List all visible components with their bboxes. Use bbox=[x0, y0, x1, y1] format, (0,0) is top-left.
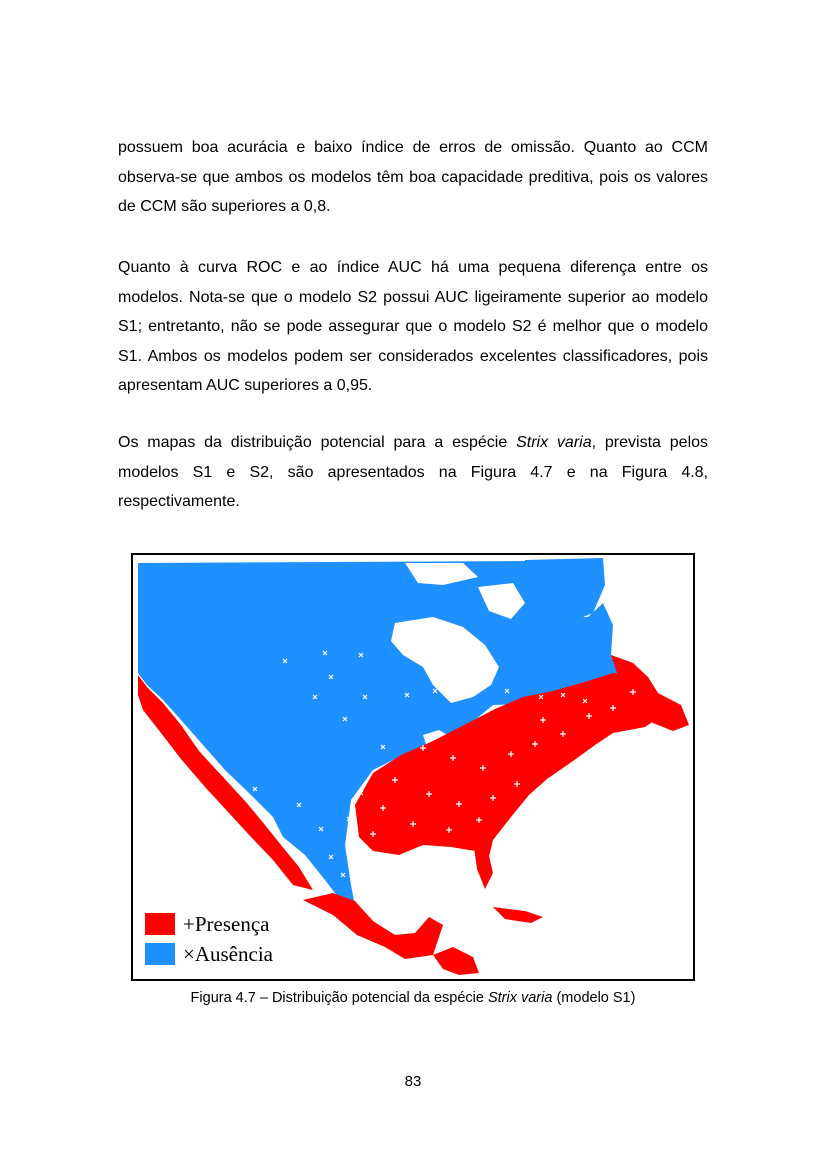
distribution-map-figure bbox=[131, 553, 695, 981]
paragraph-3 bbox=[118, 428, 708, 517]
caption-text-a: Figura 4.7 – Distribuição potencial da espécie bbox=[190, 990, 488, 1006]
legend-presence-label: +Presença bbox=[183, 912, 270, 936]
presence-area-caribbean bbox=[493, 907, 543, 923]
legend-absence-label: ×Ausência bbox=[183, 942, 273, 966]
map-legend bbox=[145, 912, 274, 966]
page-number: 83 bbox=[404, 1073, 422, 1090]
paragraph-1: possuem boa acurácia e baixo índice de erros de omissão. Quanto ao CCM observa-se que ambos os modelos têm boa capacidade preditiva, pois os valores de CCM são superiores a 0,8. bbox=[118, 139, 708, 215]
caption-species-name: Strix varia bbox=[487, 990, 553, 1006]
legend-presence-swatch bbox=[145, 913, 175, 935]
legend-absence-swatch bbox=[145, 943, 175, 965]
paragraph-3-text-a: Os mapas da distribuição potencial para a espécie bbox=[118, 434, 517, 451]
paragraph-3-text-b: , prevista pelos modelos S1 e S2, são apresentados na Figura 4.7 e na Figura 4.8, respectivamente. bbox=[118, 434, 709, 510]
figure-caption bbox=[0, 990, 826, 1006]
caption-text-b: (modelo S1) bbox=[552, 990, 636, 1006]
presence-area-central-america bbox=[433, 947, 479, 975]
distribution-map bbox=[133, 555, 693, 979]
presence-area-mexico bbox=[303, 893, 443, 959]
species-name: Strix varia bbox=[516, 434, 592, 451]
paragraph-2: Quanto à curva ROC e ao índice AUC há uma pequena diferença entre os modelos. Nota-se que o modelo S2 possui AUC ligeiramente superior ao modelo S1; entretanto, não se pode assegurar que o modelo S2 é melhor que o modelo S1. Ambos os modelos podem ser considerados excelentes classificadores, pois apresentam AUC superiores a 0,95. bbox=[118, 259, 708, 394]
